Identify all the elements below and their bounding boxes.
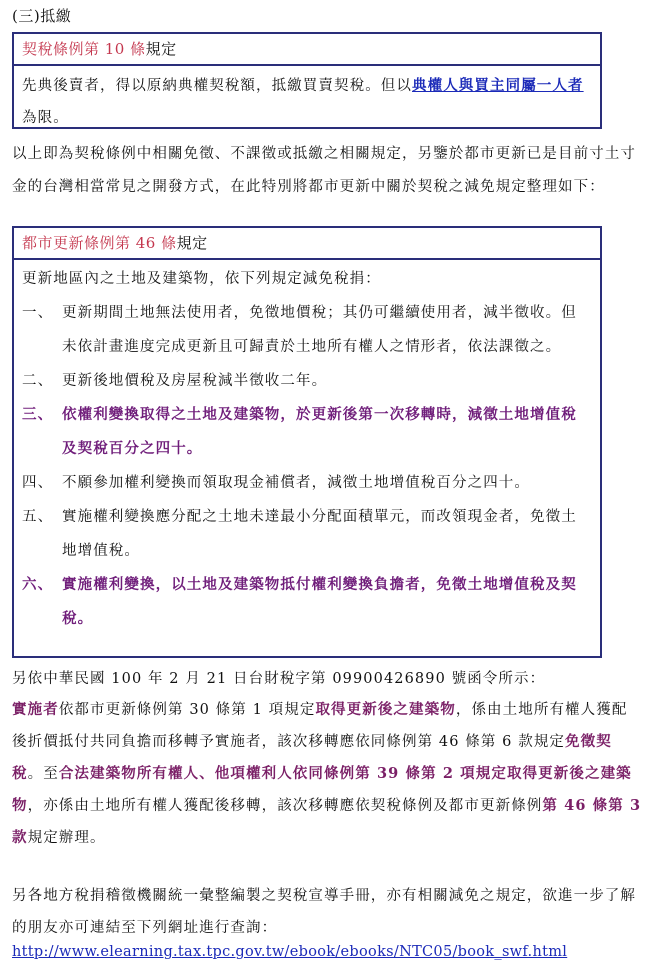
law-item-text: 更新後地價稅及房屋稅減半徵收二年。	[62, 373, 328, 389]
law-lead: 更新地區內之土地及建築物，依下列規定減免稅捐：	[22, 271, 381, 287]
decree-text: ，亦係由土地所有權人獲配後移轉，該次移轉應依契稅條例及都市更新條例	[27, 798, 543, 814]
law-item-text: 依權利變換取得之土地及建築物，於更新後第一次移轉時，減徵土地增值稅及契稅百分之四十。	[62, 406, 577, 457]
law-item-number: 五、	[22, 509, 54, 525]
law-item-number: 四、	[22, 475, 54, 491]
intro-paragraph: 以上即為契稅條例中相關免徵、不課徵或抵繳之相關規定，另鑒於都市更新已是目前寸土寸金的台灣相當常見之開發方式，在此特別將都市更新中關於契稅之減免規定整理如下：	[12, 146, 636, 195]
law-item-text: 實施權利變換應分配之土地未達最小分配面積單元，而改領現金者，免徵土地增值稅。	[62, 509, 577, 559]
law-box-urban-renewal-art46	[12, 226, 602, 658]
law-items-list	[22, 296, 592, 636]
decree-emphasis-text: 免徵契稅	[12, 733, 612, 782]
decree-emphasis-text: 取得更新後之建築物	[315, 701, 456, 718]
law-title-red-2: 都市更新條例第 46 條	[22, 234, 177, 252]
ebook-url-link[interactable]: http://www.elearning.tax.tpc.gov.tw/ebook/ebooks/NTC05/book_swf.html	[12, 944, 568, 960]
law-item-number: 二、	[22, 373, 54, 389]
law-item-number: 一、	[22, 305, 54, 321]
law-item-text: 實施權利變換，以土地及建築物抵付權利變換負擔者，免徵土地增值稅及契稅。	[62, 576, 577, 627]
reference-link-row	[12, 940, 642, 964]
law-item-text: 更新期間土地無法使用者，免徵地價稅；其仍可繼續使用者，減半徵收。但未依計畫進度完成更新且可歸責於土地所有權人之情形者，依法課徵之。	[62, 305, 577, 355]
law-item-number: 三、	[22, 406, 54, 423]
closing-paragraph: 另各地方稅捐稽徵機關統一彙整編製之契稅宣導手冊，亦有相關減免之規定，欲進一步了解的朋友亦可連結至下列網址進行查詢：	[12, 888, 636, 936]
decree-text: ，係由土地所有權人獲配後折價抵付共同負擔而移轉予實施者，該次移轉應依同條例第 46 條第 6 款規定	[12, 702, 628, 750]
law-title-tail: 規定	[145, 40, 177, 58]
law-box-content-2	[14, 260, 600, 642]
law-item	[22, 568, 592, 636]
law-title-tail-2: 規定	[176, 234, 208, 252]
law-item	[22, 500, 592, 568]
decree-paragraph	[12, 694, 642, 854]
decree-emphasis-text: 第 46 條第 3 款	[12, 797, 642, 846]
decree-emphasis-text: 實施者	[12, 701, 59, 718]
law-item	[22, 364, 592, 398]
decree-text: 。至	[27, 766, 59, 782]
law-title-red: 契稅條例第 10 條	[22, 40, 146, 58]
law-box-content	[14, 66, 600, 140]
law-item-number: 六、	[22, 576, 54, 593]
law-item	[22, 466, 592, 500]
law-item-text: 不願參加權利變換而領取現金補償者，減徵土地增值稅百分之四十。	[62, 475, 530, 491]
law-box-title-2	[14, 228, 600, 260]
section-heading: (三)抵繳	[12, 7, 72, 25]
decree-text: 規定辦理。	[27, 830, 106, 846]
law-item	[22, 296, 592, 364]
decree-line: 另依中華民國 100 年 2 月 21 日台財稅字第 09900426890 號函令所示：	[12, 671, 546, 687]
law-box-title	[14, 34, 600, 66]
decree-text: 依都市更新條例第 30 條第 1 項規定	[58, 702, 316, 718]
law-text-end: 為限。	[22, 110, 69, 126]
law-item	[22, 398, 592, 466]
law-link-text[interactable]: 典權人與買主同屬一人者	[412, 77, 584, 94]
decree-emphasis-text: 合法建築物所有權人、他項權利人依同條例第 39 條第 2 項規定取得更新後之建築物	[12, 765, 632, 814]
law-text: 先典後賣者，得以原納典權契稅額，抵繳買賣契稅。但以	[22, 78, 412, 94]
law-box-deed-tax-art10	[12, 32, 602, 129]
